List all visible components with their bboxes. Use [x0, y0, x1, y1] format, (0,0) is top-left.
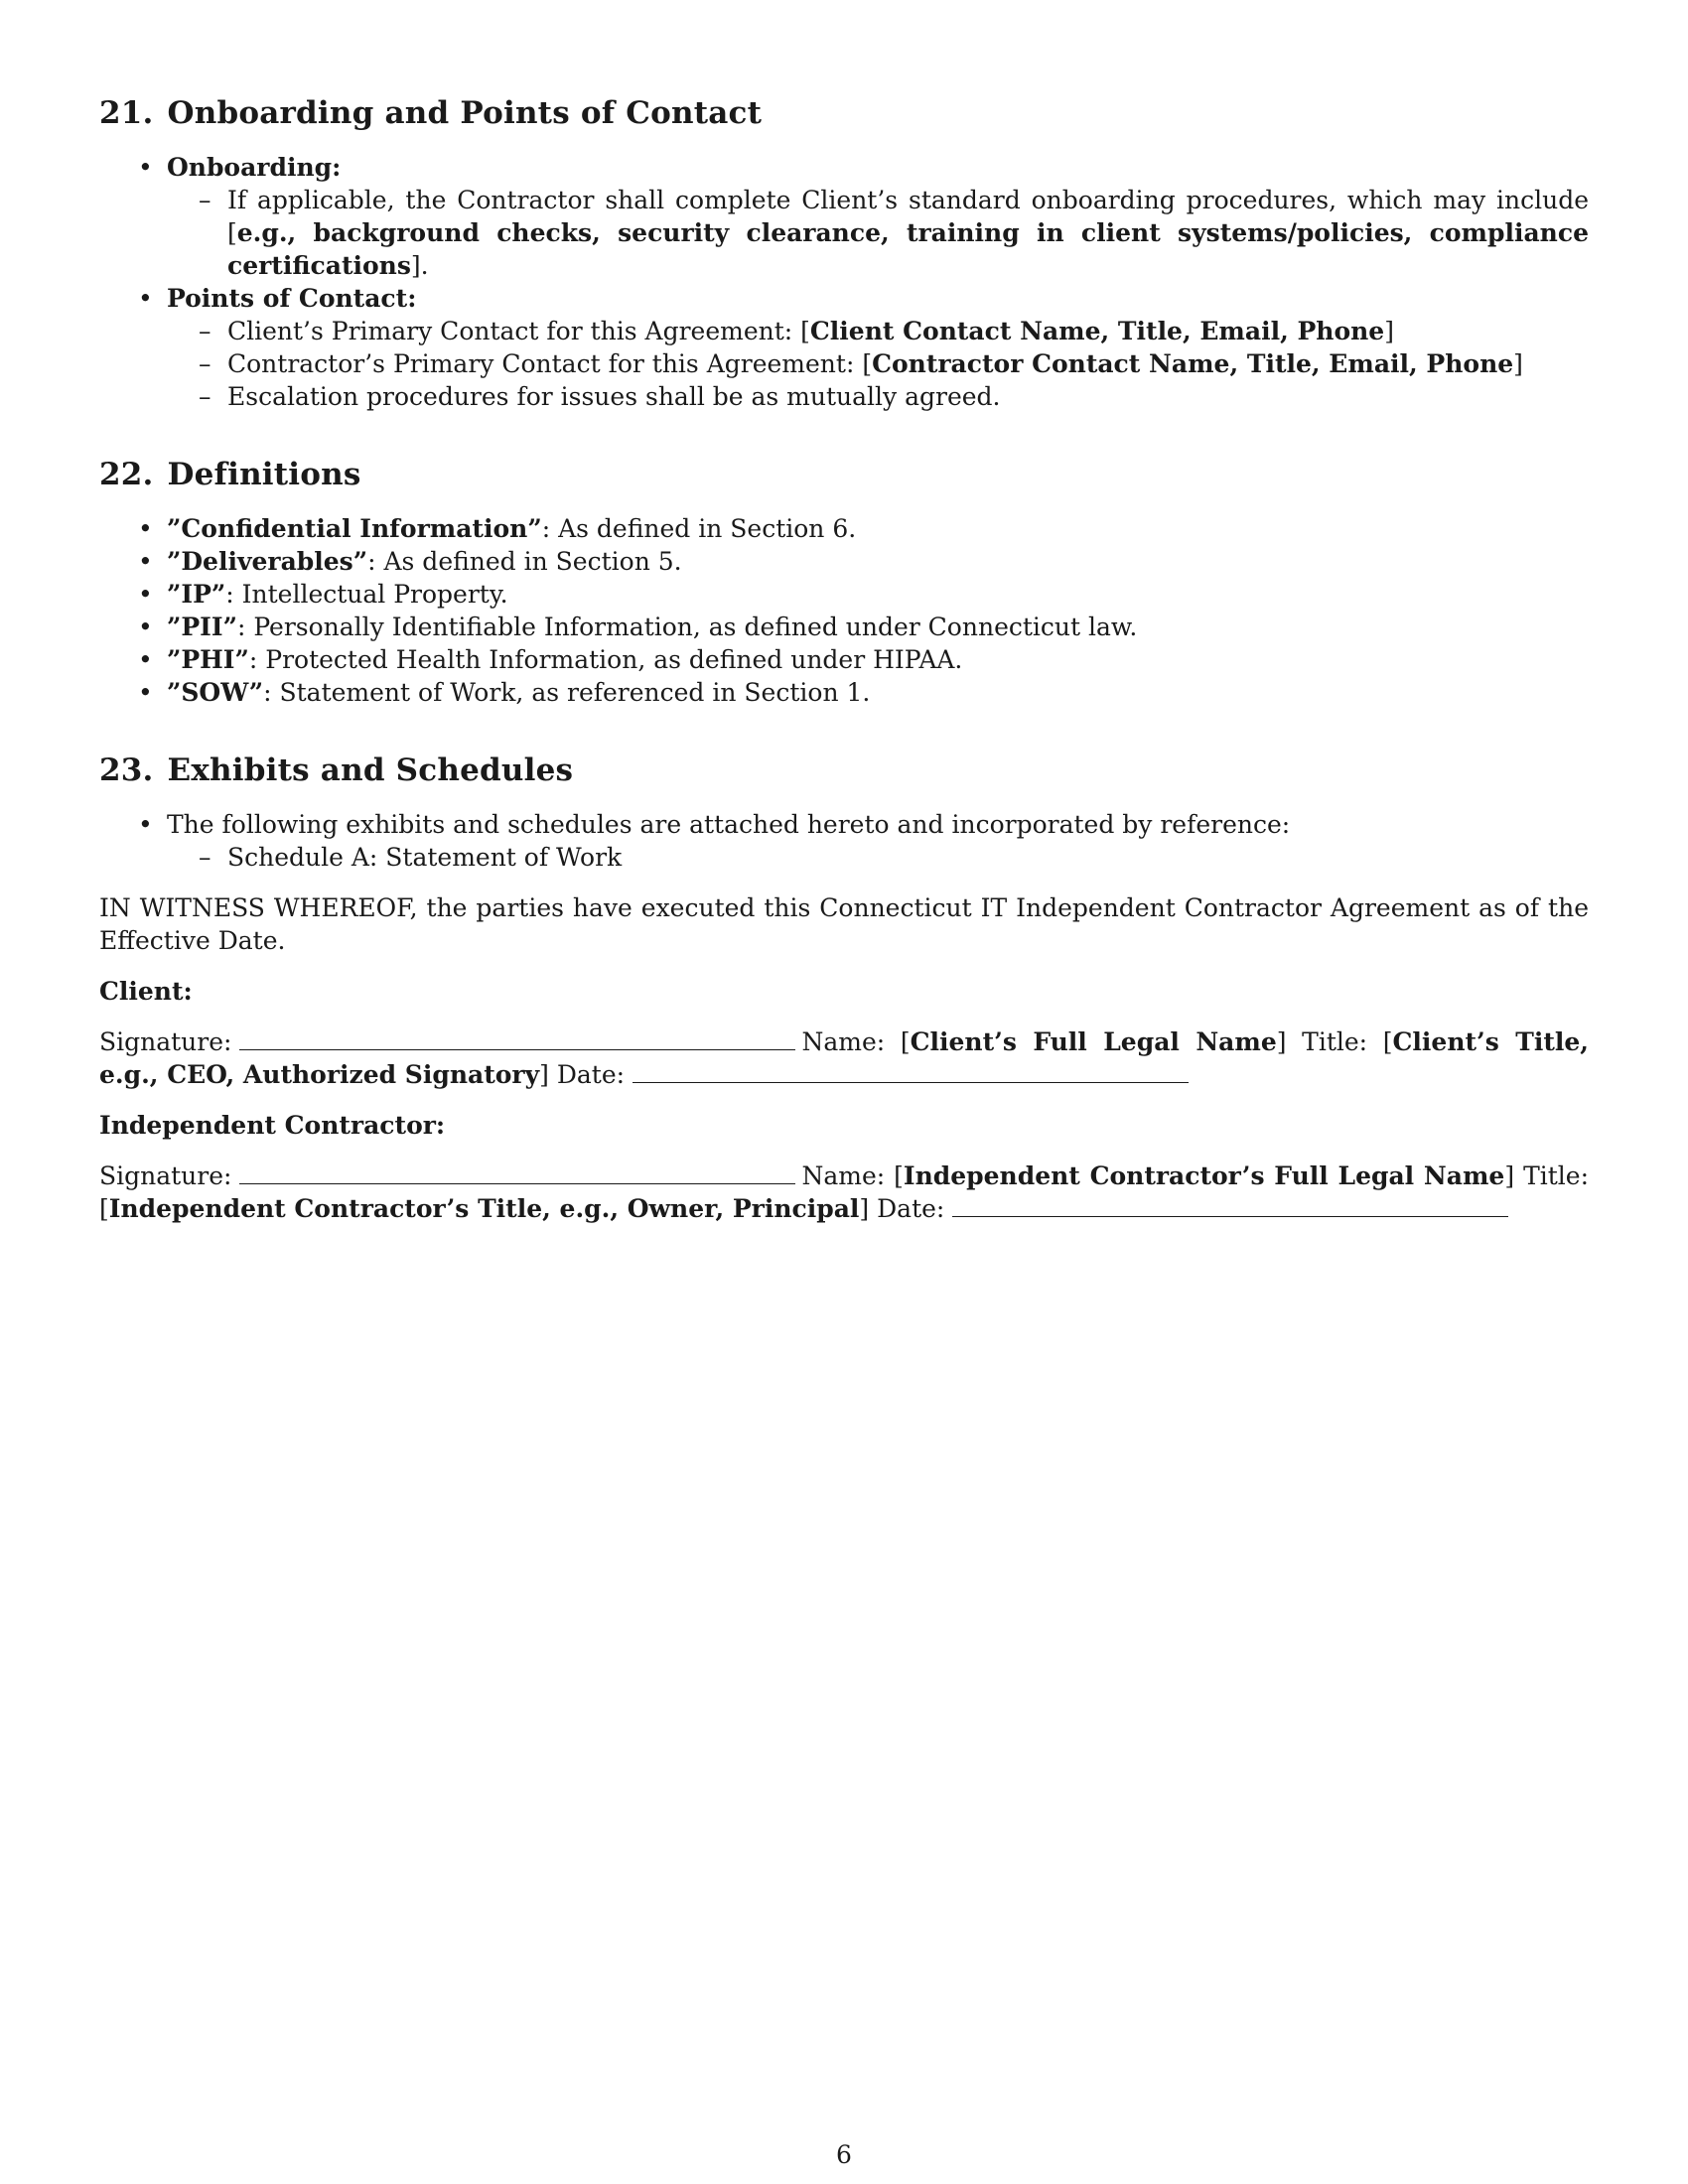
onboarding-label: Onboarding:: [167, 153, 342, 182]
list-item: • ”SOW”: Statement of Work, as referenced in Section 1.: [99, 676, 1589, 709]
section-22: [99, 457, 1589, 709]
client-date-line[interactable]: [633, 1060, 1189, 1083]
exhibits-list: [99, 808, 1589, 874]
client-signature-block: Signature: Name: [Client’s Full Legal Name] Title: [Client’s Title, e.g., CEO, Authorized Signatory] Date:: [99, 1027, 1589, 1089]
list-item: • ”IP”: Intellectual Property.: [99, 578, 1589, 611]
contractor-date-line[interactable]: [952, 1194, 1508, 1217]
witness-clause: IN WITNESS WHEREOF, the parties have executed this Connecticut IT Independent Contractor Agreement as of the Effective Date.: [99, 893, 1589, 955]
schedule-a: – Schedule A: Statement of Work: [167, 841, 1589, 874]
page-number: 6: [836, 2140, 852, 2169]
list-item: • ”PHI”: Protected Health Information, as defined under HIPAA.: [99, 643, 1589, 676]
list-item: • ”Deliverables”: As defined in Section 5.: [99, 545, 1589, 578]
section-21: [99, 95, 1589, 413]
list-item-onboarding: [99, 151, 1589, 282]
section-23: [99, 752, 1589, 874]
document-page: [99, 95, 1589, 1243]
section-23-heading: 23. Exhibits and Schedules: [99, 752, 574, 788]
definitions-list: [99, 512, 1589, 709]
list-item-points-of-contact: [99, 282, 1589, 413]
contractor-heading: Independent Contractor:: [99, 1111, 446, 1140]
client-signature-line[interactable]: [239, 1027, 795, 1050]
onboarding-text: – If applicable, the Contractor shall complete Client’s standard onboarding procedures, which may include [e.g., background checks, security clearance, training in client systems/policies, compliance certifications].: [167, 184, 1589, 282]
section-21-heading: 21. Onboarding and Points of Contact: [99, 95, 763, 131]
client-heading: Client:: [99, 977, 193, 1006]
client-contact: – Client’s Primary Contact for this Agreement: [Client Contact Name, Title, Email, Phone]: [167, 315, 1589, 347]
contractor-signature-block: Signature: Name: [Independent Contractor’s Full Legal Name] Title: [Independent Contractor’s Title, e.g., Owner, Principal] Date:: [99, 1161, 1589, 1223]
contractor-signature-line[interactable]: [239, 1161, 795, 1184]
contractor-contact: – Contractor’s Primary Contact for this Agreement: [Contractor Contact Name, Title, Email, Phone]: [167, 347, 1589, 380]
list-item: • The following exhibits and schedules are attached hereto and incorporated by reference: – Schedule A: Statement of Work: [99, 808, 1589, 874]
section-22-heading: 22. Definitions: [99, 457, 361, 492]
section-21-list: [99, 151, 1589, 413]
escalation-text: – Escalation procedures for issues shall be as mutually agreed.: [167, 380, 1589, 413]
list-item: • ”PII”: Personally Identifiable Information, as defined under Connecticut law.: [99, 611, 1589, 643]
list-item: • ”Confidential Information”: As defined in Section 6.: [99, 512, 1589, 545]
poc-label: Points of Contact:: [167, 284, 417, 313]
